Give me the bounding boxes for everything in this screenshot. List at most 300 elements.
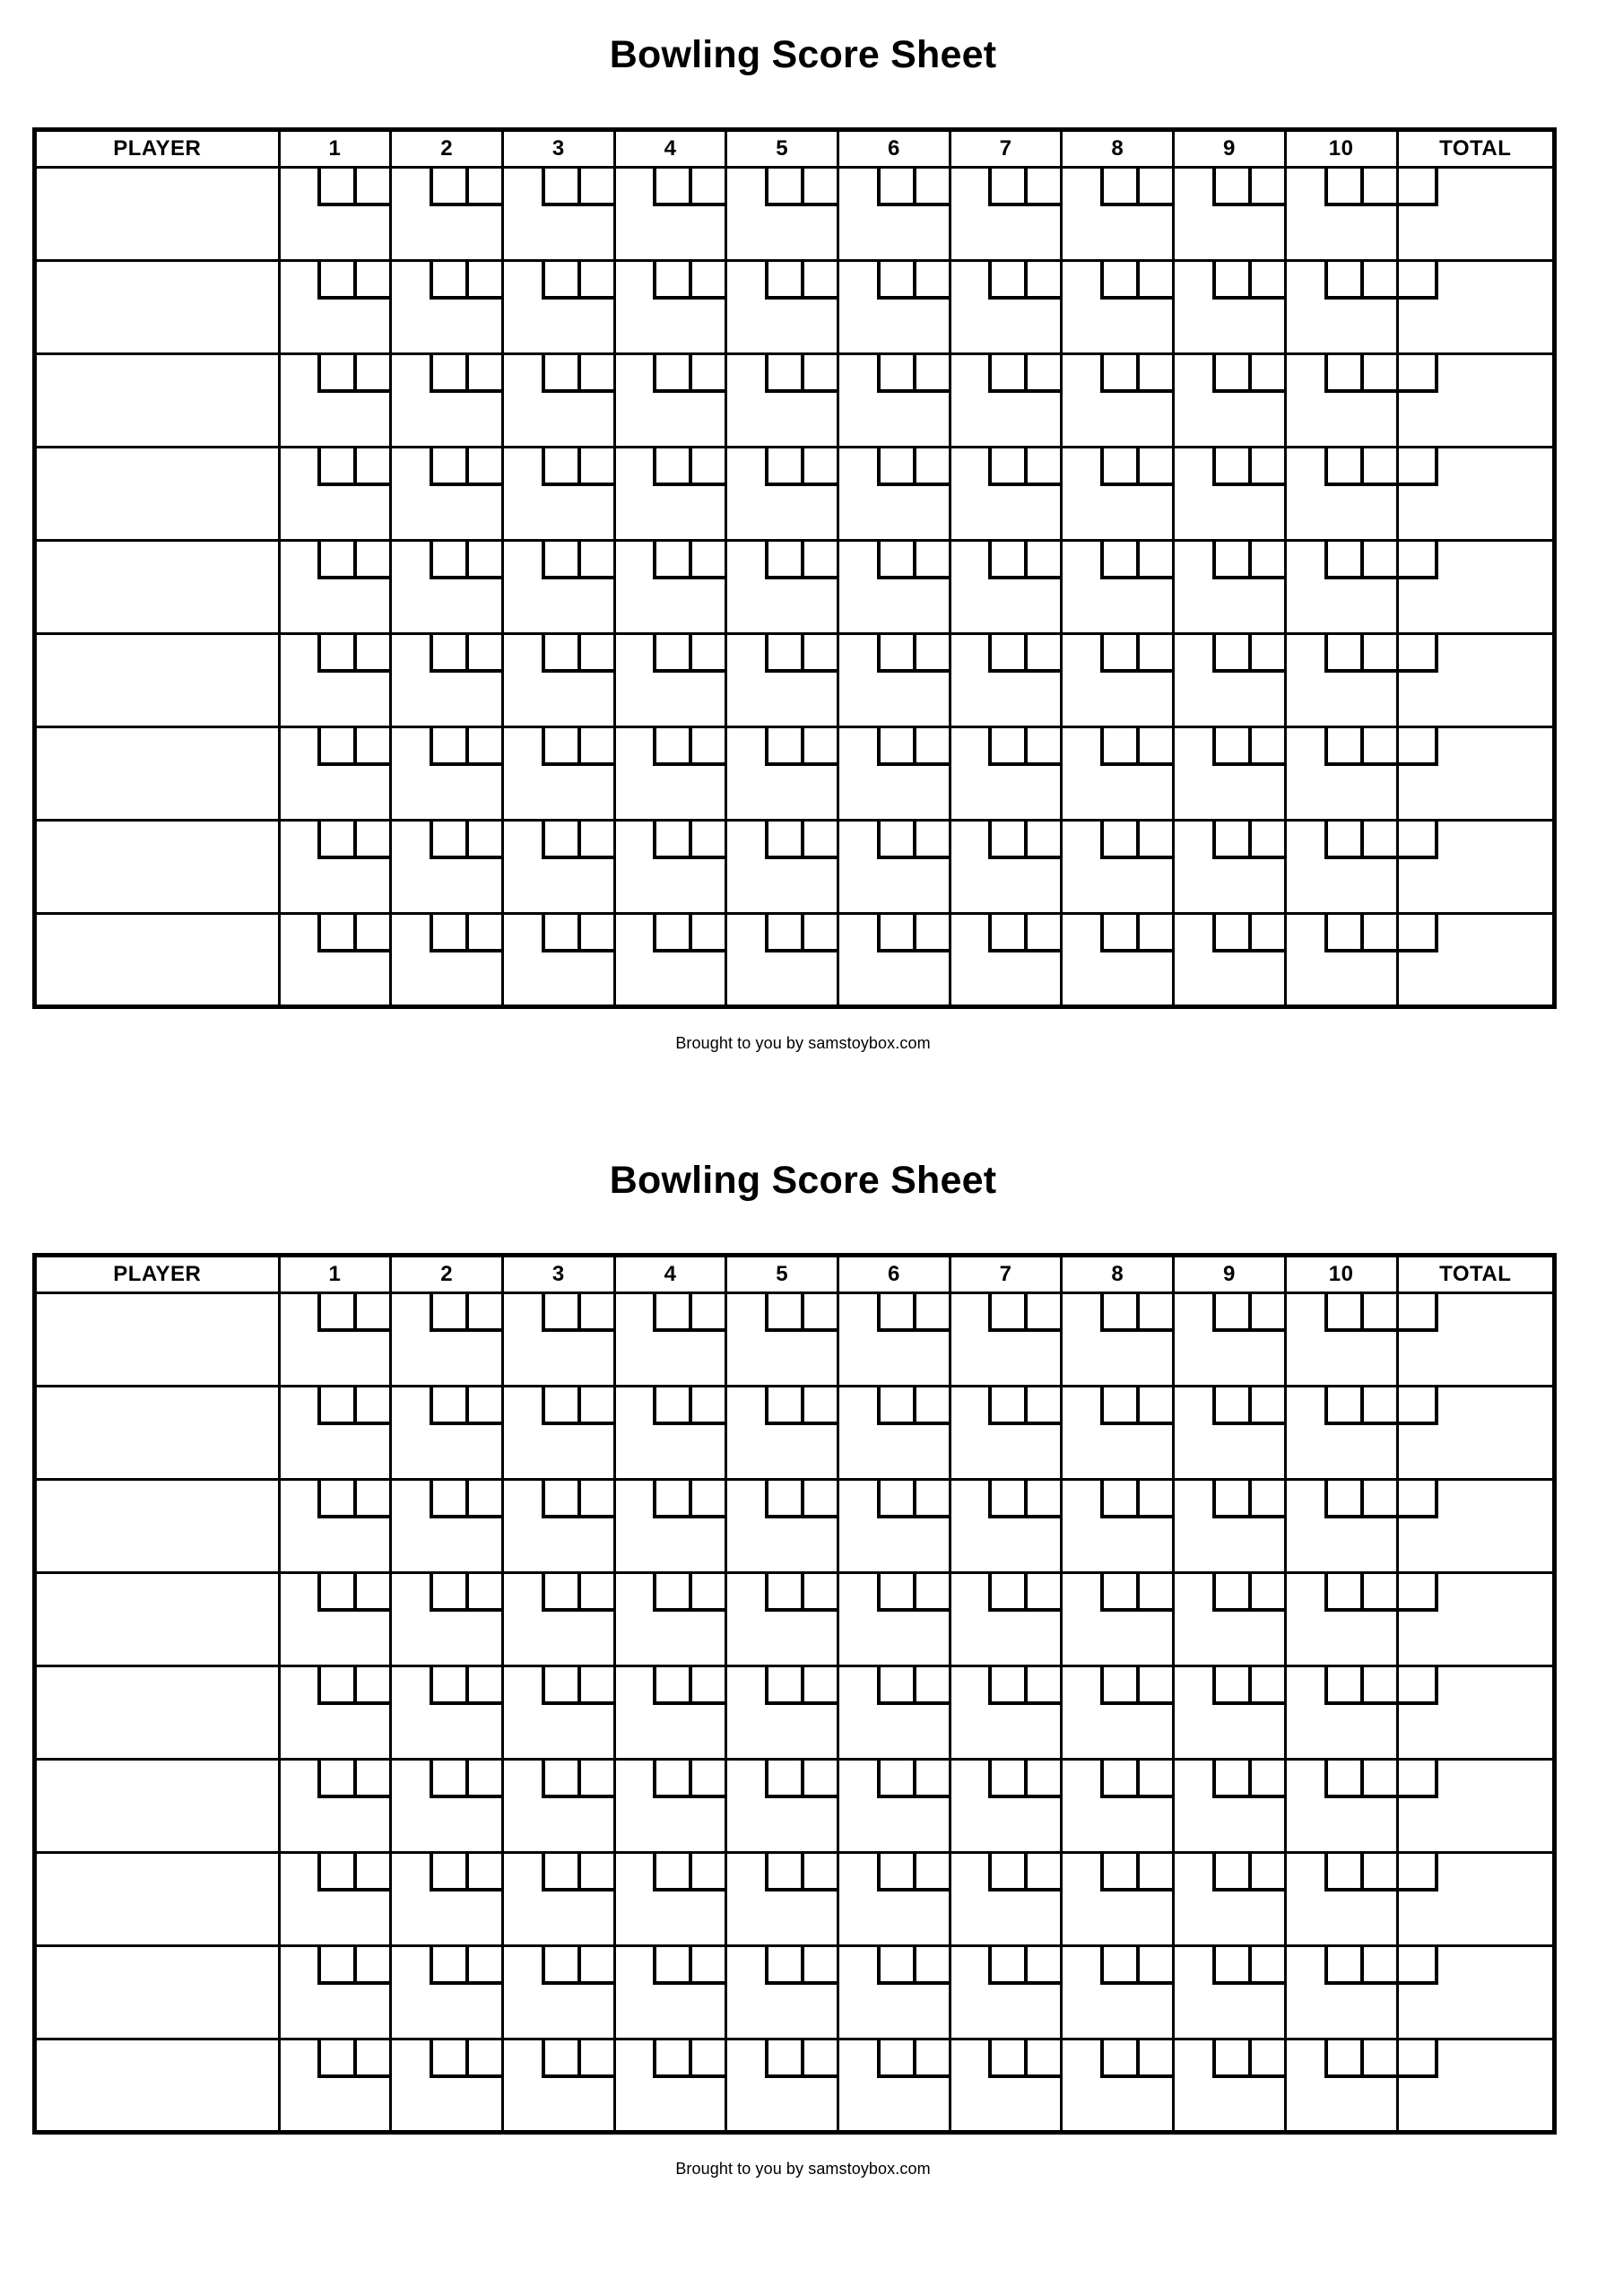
- throw-box[interactable]: [1360, 2040, 1396, 2078]
- throw-box[interactable]: [542, 822, 577, 859]
- throw-box[interactable]: [988, 1947, 1024, 1985]
- frame-cell-4[interactable]: [614, 1946, 726, 2039]
- frame-cell-4[interactable]: [614, 261, 726, 354]
- throw-box[interactable]: [877, 2040, 913, 2078]
- throw-box[interactable]: [913, 262, 949, 300]
- throw-box-tenth-bonus[interactable]: [1399, 262, 1438, 300]
- throw-box[interactable]: [317, 2040, 353, 2078]
- throw-box[interactable]: [542, 1294, 577, 1332]
- throw-box[interactable]: [988, 1574, 1024, 1612]
- throw-box[interactable]: [1024, 915, 1060, 952]
- frame-cell-9[interactable]: [1174, 1946, 1286, 2039]
- throw-box[interactable]: [465, 448, 501, 486]
- throw-box-tenth-bonus[interactable]: [1399, 1667, 1438, 1705]
- throw-box[interactable]: [765, 1387, 801, 1425]
- throw-box[interactable]: [1136, 635, 1172, 673]
- frame-cell-1[interactable]: [279, 1853, 391, 1946]
- throw-box[interactable]: [1100, 448, 1136, 486]
- frame-cell-1[interactable]: [279, 1946, 391, 2039]
- throw-box[interactable]: [988, 915, 1024, 952]
- throw-box[interactable]: [653, 915, 689, 952]
- throw-box[interactable]: [1248, 915, 1284, 952]
- frame-cell-4[interactable]: [614, 1293, 726, 1387]
- throw-box[interactable]: [1024, 728, 1060, 766]
- frame-cell-6[interactable]: [838, 634, 951, 727]
- frame-cell-2[interactable]: [391, 168, 503, 261]
- frame-cell-3[interactable]: [503, 1387, 615, 1480]
- frame-cell-3[interactable]: [503, 914, 615, 1007]
- throw-box[interactable]: [801, 1761, 837, 1798]
- throw-box[interactable]: [1136, 448, 1172, 486]
- player-name-cell[interactable]: [35, 1480, 280, 1573]
- throw-box[interactable]: [877, 355, 913, 393]
- throw-box[interactable]: [430, 1947, 465, 1985]
- frame-cell-6[interactable]: [838, 821, 951, 914]
- throw-box[interactable]: [1212, 1854, 1248, 1892]
- throw-box[interactable]: [1324, 262, 1360, 300]
- throw-box[interactable]: [1360, 262, 1396, 300]
- frame-cell-9[interactable]: [1174, 354, 1286, 448]
- frame-cell-1[interactable]: [279, 448, 391, 541]
- throw-box[interactable]: [542, 355, 577, 393]
- throw-box[interactable]: [1136, 1761, 1172, 1798]
- throw-box[interactable]: [913, 355, 949, 393]
- throw-box[interactable]: [1100, 355, 1136, 393]
- frame-cell-6[interactable]: [838, 1480, 951, 1573]
- throw-box-tenth-bonus[interactable]: [1399, 1947, 1438, 1985]
- throw-box[interactable]: [1136, 915, 1172, 952]
- player-name-cell[interactable]: [35, 1387, 280, 1480]
- frame-cell-2[interactable]: [391, 448, 503, 541]
- throw-box[interactable]: [765, 542, 801, 579]
- throw-box[interactable]: [542, 542, 577, 579]
- throw-box[interactable]: [542, 635, 577, 673]
- frame-cell-5[interactable]: [726, 168, 838, 261]
- frame-cell-1[interactable]: [279, 354, 391, 448]
- throw-box[interactable]: [801, 1387, 837, 1425]
- throw-box[interactable]: [1212, 1481, 1248, 1518]
- throw-box[interactable]: [1360, 915, 1396, 952]
- throw-box[interactable]: [577, 262, 613, 300]
- frame-cell-2[interactable]: [391, 1480, 503, 1573]
- throw-box[interactable]: [1324, 1667, 1360, 1705]
- throw-box[interactable]: [913, 1574, 949, 1612]
- throw-box[interactable]: [1360, 169, 1396, 206]
- throw-box[interactable]: [1100, 169, 1136, 206]
- throw-box[interactable]: [913, 2040, 949, 2078]
- frame-cell-4[interactable]: [614, 1760, 726, 1853]
- throw-box[interactable]: [877, 1667, 913, 1705]
- frame-cell-9[interactable]: [1174, 1387, 1286, 1480]
- frame-cell-7[interactable]: [950, 821, 1062, 914]
- frame-cell-2[interactable]: [391, 1387, 503, 1480]
- player-name-cell[interactable]: [35, 541, 280, 634]
- throw-box[interactable]: [801, 728, 837, 766]
- frame-cell-4[interactable]: [614, 448, 726, 541]
- frame-cell-9[interactable]: [1174, 1760, 1286, 1853]
- throw-box[interactable]: [1100, 728, 1136, 766]
- frame-cell-10[interactable]: [1285, 1480, 1397, 1573]
- frame-cell-3[interactable]: [503, 1946, 615, 2039]
- total-cell[interactable]: [1397, 1573, 1555, 1666]
- frame-cell-5[interactable]: [726, 1666, 838, 1760]
- throw-box[interactable]: [877, 635, 913, 673]
- throw-box[interactable]: [1248, 1574, 1284, 1612]
- frame-cell-6[interactable]: [838, 1387, 951, 1480]
- throw-box[interactable]: [1136, 728, 1172, 766]
- frame-cell-10[interactable]: [1285, 1293, 1397, 1387]
- player-name-cell[interactable]: [35, 1573, 280, 1666]
- throw-box[interactable]: [577, 1947, 613, 1985]
- throw-box[interactable]: [877, 1761, 913, 1798]
- throw-box[interactable]: [653, 1667, 689, 1705]
- player-name-cell[interactable]: [35, 1853, 280, 1946]
- throw-box-tenth-bonus[interactable]: [1399, 2040, 1438, 2078]
- frame-cell-10[interactable]: [1285, 261, 1397, 354]
- frame-cell-6[interactable]: [838, 914, 951, 1007]
- throw-box[interactable]: [913, 635, 949, 673]
- throw-box[interactable]: [1100, 1481, 1136, 1518]
- total-cell[interactable]: [1397, 261, 1555, 354]
- frame-cell-1[interactable]: [279, 634, 391, 727]
- throw-box[interactable]: [1248, 1854, 1284, 1892]
- throw-box[interactable]: [1324, 1294, 1360, 1332]
- throw-box[interactable]: [1100, 822, 1136, 859]
- throw-box[interactable]: [913, 542, 949, 579]
- frame-cell-1[interactable]: [279, 1760, 391, 1853]
- throw-box[interactable]: [689, 448, 725, 486]
- frame-cell-6[interactable]: [838, 1853, 951, 1946]
- throw-box[interactable]: [1100, 542, 1136, 579]
- throw-box[interactable]: [801, 355, 837, 393]
- throw-box[interactable]: [1360, 1667, 1396, 1705]
- frame-cell-4[interactable]: [614, 168, 726, 261]
- throw-box[interactable]: [317, 1481, 353, 1518]
- frame-cell-1[interactable]: [279, 261, 391, 354]
- throw-box[interactable]: [877, 169, 913, 206]
- throw-box[interactable]: [1024, 1387, 1060, 1425]
- throw-box[interactable]: [577, 1481, 613, 1518]
- throw-box[interactable]: [577, 915, 613, 952]
- throw-box[interactable]: [465, 1481, 501, 1518]
- throw-box[interactable]: [877, 1481, 913, 1518]
- throw-box[interactable]: [877, 1854, 913, 1892]
- throw-box[interactable]: [988, 822, 1024, 859]
- throw-box[interactable]: [542, 1387, 577, 1425]
- throw-box[interactable]: [1324, 728, 1360, 766]
- total-cell[interactable]: [1397, 2039, 1555, 2133]
- throw-box[interactable]: [988, 262, 1024, 300]
- frame-cell-10[interactable]: [1285, 1760, 1397, 1853]
- throw-box[interactable]: [353, 915, 389, 952]
- throw-box[interactable]: [1248, 448, 1284, 486]
- frame-cell-10[interactable]: [1285, 1387, 1397, 1480]
- throw-box[interactable]: [1024, 262, 1060, 300]
- throw-box[interactable]: [1136, 262, 1172, 300]
- throw-box[interactable]: [1212, 822, 1248, 859]
- frame-cell-7[interactable]: [950, 1293, 1062, 1387]
- throw-box[interactable]: [689, 915, 725, 952]
- frame-cell-6[interactable]: [838, 448, 951, 541]
- throw-box[interactable]: [988, 355, 1024, 393]
- frame-cell-4[interactable]: [614, 727, 726, 821]
- throw-box[interactable]: [542, 1667, 577, 1705]
- frame-cell-1[interactable]: [279, 1387, 391, 1480]
- frame-cell-3[interactable]: [503, 261, 615, 354]
- frame-cell-9[interactable]: [1174, 448, 1286, 541]
- throw-box[interactable]: [765, 1947, 801, 1985]
- throw-box[interactable]: [765, 1854, 801, 1892]
- throw-box[interactable]: [801, 169, 837, 206]
- throw-box[interactable]: [353, 169, 389, 206]
- frame-cell-10[interactable]: [1285, 168, 1397, 261]
- frame-cell-6[interactable]: [838, 541, 951, 634]
- throw-box[interactable]: [877, 728, 913, 766]
- frame-cell-10[interactable]: [1285, 448, 1397, 541]
- frame-cell-10[interactable]: [1285, 634, 1397, 727]
- frame-cell-9[interactable]: [1174, 727, 1286, 821]
- frame-cell-2[interactable]: [391, 1666, 503, 1760]
- throw-box[interactable]: [1212, 635, 1248, 673]
- throw-box[interactable]: [430, 169, 465, 206]
- throw-box[interactable]: [653, 2040, 689, 2078]
- throw-box[interactable]: [1248, 635, 1284, 673]
- frame-cell-8[interactable]: [1062, 1480, 1174, 1573]
- throw-box[interactable]: [801, 635, 837, 673]
- throw-box[interactable]: [877, 448, 913, 486]
- throw-box[interactable]: [430, 915, 465, 952]
- total-cell[interactable]: [1397, 821, 1555, 914]
- throw-box[interactable]: [542, 169, 577, 206]
- throw-box[interactable]: [653, 822, 689, 859]
- frame-cell-1[interactable]: [279, 821, 391, 914]
- throw-box[interactable]: [1212, 1761, 1248, 1798]
- throw-box[interactable]: [1136, 822, 1172, 859]
- frame-cell-8[interactable]: [1062, 1573, 1174, 1666]
- throw-box[interactable]: [317, 1947, 353, 1985]
- throw-box[interactable]: [317, 542, 353, 579]
- frame-cell-4[interactable]: [614, 541, 726, 634]
- throw-box[interactable]: [765, 915, 801, 952]
- frame-cell-1[interactable]: [279, 541, 391, 634]
- throw-box[interactable]: [988, 728, 1024, 766]
- throw-box[interactable]: [913, 169, 949, 206]
- throw-box[interactable]: [765, 822, 801, 859]
- player-name-cell[interactable]: [35, 1760, 280, 1853]
- frame-cell-8[interactable]: [1062, 1293, 1174, 1387]
- throw-box[interactable]: [988, 1387, 1024, 1425]
- throw-box[interactable]: [1212, 728, 1248, 766]
- total-cell[interactable]: [1397, 1293, 1555, 1387]
- throw-box[interactable]: [913, 1761, 949, 1798]
- frame-cell-7[interactable]: [950, 1666, 1062, 1760]
- throw-box[interactable]: [1212, 915, 1248, 952]
- throw-box[interactable]: [1248, 822, 1284, 859]
- frame-cell-8[interactable]: [1062, 2039, 1174, 2133]
- throw-box[interactable]: [653, 542, 689, 579]
- throw-box[interactable]: [801, 262, 837, 300]
- throw-box[interactable]: [353, 1667, 389, 1705]
- throw-box[interactable]: [1212, 355, 1248, 393]
- frame-cell-4[interactable]: [614, 1387, 726, 1480]
- player-name-cell[interactable]: [35, 727, 280, 821]
- throw-box-tenth-bonus[interactable]: [1399, 1574, 1438, 1612]
- total-cell[interactable]: [1397, 727, 1555, 821]
- throw-box[interactable]: [689, 728, 725, 766]
- throw-box[interactable]: [801, 448, 837, 486]
- frame-cell-8[interactable]: [1062, 354, 1174, 448]
- frame-cell-1[interactable]: [279, 2039, 391, 2133]
- frame-cell-10[interactable]: [1285, 821, 1397, 914]
- frame-cell-3[interactable]: [503, 354, 615, 448]
- throw-box[interactable]: [317, 1294, 353, 1332]
- throw-box[interactable]: [689, 1481, 725, 1518]
- frame-cell-7[interactable]: [950, 1387, 1062, 1480]
- frame-cell-1[interactable]: [279, 1666, 391, 1760]
- throw-box[interactable]: [765, 1574, 801, 1612]
- throw-box[interactable]: [577, 635, 613, 673]
- frame-cell-4[interactable]: [614, 1666, 726, 1760]
- throw-box[interactable]: [1360, 355, 1396, 393]
- frame-cell-3[interactable]: [503, 1293, 615, 1387]
- player-name-cell[interactable]: [35, 1666, 280, 1760]
- throw-box[interactable]: [1100, 1667, 1136, 1705]
- throw-box[interactable]: [1212, 1387, 1248, 1425]
- throw-box[interactable]: [577, 822, 613, 859]
- total-cell[interactable]: [1397, 1760, 1555, 1853]
- frame-cell-10[interactable]: [1285, 1666, 1397, 1760]
- throw-box[interactable]: [577, 448, 613, 486]
- throw-box[interactable]: [801, 2040, 837, 2078]
- throw-box[interactable]: [353, 635, 389, 673]
- frame-cell-2[interactable]: [391, 261, 503, 354]
- throw-box[interactable]: [653, 635, 689, 673]
- frame-cell-2[interactable]: [391, 2039, 503, 2133]
- throw-box[interactable]: [465, 1947, 501, 1985]
- total-cell[interactable]: [1397, 1946, 1555, 2039]
- throw-box[interactable]: [913, 1294, 949, 1332]
- frame-cell-2[interactable]: [391, 354, 503, 448]
- throw-box[interactable]: [1136, 1574, 1172, 1612]
- throw-box[interactable]: [1024, 2040, 1060, 2078]
- throw-box[interactable]: [542, 262, 577, 300]
- throw-box[interactable]: [1324, 1481, 1360, 1518]
- frame-cell-8[interactable]: [1062, 261, 1174, 354]
- frame-cell-10[interactable]: [1285, 1946, 1397, 2039]
- frame-cell-4[interactable]: [614, 634, 726, 727]
- frame-cell-10[interactable]: [1285, 727, 1397, 821]
- frame-cell-2[interactable]: [391, 634, 503, 727]
- throw-box[interactable]: [913, 1387, 949, 1425]
- frame-cell-3[interactable]: [503, 1760, 615, 1853]
- throw-box[interactable]: [1360, 448, 1396, 486]
- throw-box[interactable]: [1324, 635, 1360, 673]
- throw-box[interactable]: [430, 1761, 465, 1798]
- frame-cell-7[interactable]: [950, 2039, 1062, 2133]
- throw-box[interactable]: [353, 542, 389, 579]
- throw-box[interactable]: [1324, 542, 1360, 579]
- throw-box[interactable]: [430, 355, 465, 393]
- throw-box[interactable]: [1136, 542, 1172, 579]
- throw-box[interactable]: [913, 728, 949, 766]
- throw-box[interactable]: [465, 1574, 501, 1612]
- total-cell[interactable]: [1397, 1480, 1555, 1573]
- throw-box[interactable]: [317, 355, 353, 393]
- throw-box[interactable]: [1024, 448, 1060, 486]
- frame-cell-10[interactable]: [1285, 541, 1397, 634]
- throw-box[interactable]: [1324, 1854, 1360, 1892]
- player-name-cell[interactable]: [35, 634, 280, 727]
- frame-cell-8[interactable]: [1062, 821, 1174, 914]
- throw-box[interactable]: [913, 1947, 949, 1985]
- throw-box[interactable]: [317, 822, 353, 859]
- frame-cell-2[interactable]: [391, 821, 503, 914]
- throw-box[interactable]: [1360, 1761, 1396, 1798]
- throw-box[interactable]: [317, 1667, 353, 1705]
- throw-box[interactable]: [1212, 1667, 1248, 1705]
- throw-box[interactable]: [1324, 169, 1360, 206]
- frame-cell-8[interactable]: [1062, 1853, 1174, 1946]
- throw-box[interactable]: [542, 728, 577, 766]
- throw-box[interactable]: [353, 822, 389, 859]
- throw-box[interactable]: [430, 1667, 465, 1705]
- throw-box[interactable]: [913, 915, 949, 952]
- throw-box-tenth-bonus[interactable]: [1399, 1761, 1438, 1798]
- frame-cell-8[interactable]: [1062, 1666, 1174, 1760]
- throw-box[interactable]: [1100, 915, 1136, 952]
- throw-box[interactable]: [542, 1854, 577, 1892]
- frame-cell-4[interactable]: [614, 914, 726, 1007]
- throw-box[interactable]: [465, 728, 501, 766]
- throw-box[interactable]: [877, 1574, 913, 1612]
- throw-box[interactable]: [430, 542, 465, 579]
- throw-box[interactable]: [1136, 1854, 1172, 1892]
- throw-box[interactable]: [1360, 1574, 1396, 1612]
- throw-box[interactable]: [988, 635, 1024, 673]
- throw-box-tenth-bonus[interactable]: [1399, 1854, 1438, 1892]
- throw-box[interactable]: [801, 542, 837, 579]
- throw-box[interactable]: [1136, 169, 1172, 206]
- frame-cell-2[interactable]: [391, 1573, 503, 1666]
- total-cell[interactable]: [1397, 1387, 1555, 1480]
- throw-box[interactable]: [465, 915, 501, 952]
- throw-box[interactable]: [1212, 1947, 1248, 1985]
- frame-cell-9[interactable]: [1174, 821, 1286, 914]
- throw-box[interactable]: [1360, 1854, 1396, 1892]
- frame-cell-6[interactable]: [838, 1760, 951, 1853]
- throw-box[interactable]: [1248, 728, 1284, 766]
- throw-box[interactable]: [765, 1481, 801, 1518]
- throw-box[interactable]: [317, 1387, 353, 1425]
- throw-box[interactable]: [689, 1854, 725, 1892]
- player-name-cell[interactable]: [35, 821, 280, 914]
- throw-box[interactable]: [465, 542, 501, 579]
- throw-box[interactable]: [1360, 1481, 1396, 1518]
- frame-cell-9[interactable]: [1174, 1573, 1286, 1666]
- throw-box[interactable]: [801, 1667, 837, 1705]
- throw-box-tenth-bonus[interactable]: [1399, 1294, 1438, 1332]
- frame-cell-7[interactable]: [950, 541, 1062, 634]
- throw-box[interactable]: [353, 262, 389, 300]
- throw-box[interactable]: [1100, 2040, 1136, 2078]
- frame-cell-5[interactable]: [726, 1853, 838, 1946]
- throw-box[interactable]: [317, 262, 353, 300]
- throw-box[interactable]: [1024, 542, 1060, 579]
- throw-box[interactable]: [1100, 1947, 1136, 1985]
- frame-cell-4[interactable]: [614, 354, 726, 448]
- throw-box[interactable]: [988, 448, 1024, 486]
- frame-cell-3[interactable]: [503, 634, 615, 727]
